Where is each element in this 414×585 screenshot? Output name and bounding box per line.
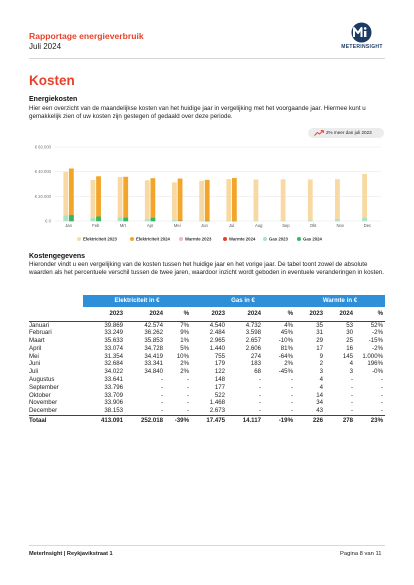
table-cell-month: December [29,407,58,415]
table-row [29,337,385,345]
table-cell: 3.598 [245,329,261,337]
column-header: 2023 [295,307,325,321]
table-cell: - [186,376,189,384]
table-cell: - [258,399,261,407]
table-cell: 2.657 [245,337,261,345]
kostengegevens-text: Hieronder vindt u een vergelijking van de kosten tussen het huidige jaar en het vorige jaar. De tabel toont zowel de absolute waarden als het percentuele verschil tussen de twee jaren, waardoor inzicht wordt geboden in eventuele veranderingen in kosten. [29,261,384,277]
table-cell: -45% [278,368,293,376]
table-cell-month: Augustus [29,376,55,384]
column-header: 2023 [191,307,227,321]
table-cell: - [258,383,261,391]
table-cell: - [380,383,383,391]
table-cell-month: Maart [29,337,45,345]
table-cell: 2 [319,360,323,368]
table-cell: 14.117 [227,416,263,427]
chart-legend-label: Gas 2023 [269,236,288,242]
chart-ytick-label: € 20.000 [34,193,51,199]
chart-legend-swatch [130,237,134,241]
table-cell: 31.354 [104,352,123,360]
table-cell: 5% [180,344,189,352]
chart-bar-gas-2023 [63,215,68,221]
chart-bar-gas-2024 [123,218,128,221]
table-cell: 33.641 [104,376,123,384]
table-cell: 81% [280,344,293,352]
table-cell: - [290,391,293,399]
table-cell: 23% [355,416,385,427]
chart-bar-elektriciteit-2023 [254,180,259,221]
table-cell: - [350,407,353,415]
table-cell: 4 [349,360,353,368]
table-cell: 33.906 [104,399,123,407]
table-cell: 4.540 [209,321,225,329]
report-title: Rapportage energieverbruik [29,31,144,41]
chart-bar-gas-2023 [118,217,123,221]
chart-bar-elektriciteit-2023 [308,179,313,221]
table-cell: 4 [319,376,323,384]
table-cell: - [380,376,383,384]
group-header-elektriciteit: Elektriciteit in € [83,295,191,307]
table-cell: - [258,391,261,399]
chart-bar-gas-2023 [362,218,367,221]
table-cell: - [350,376,353,384]
table-row [29,329,385,337]
table-cell: 35.853 [144,337,163,345]
table-row [29,384,385,392]
chart-bar-elektriciteit-2024 [150,178,155,221]
table-cell: -19% [263,416,295,427]
column-header: 2024 [325,307,355,321]
table-cell: 34.419 [144,352,163,360]
chart-bar-gas-2023 [145,219,150,221]
table-cell: 34 [316,399,323,407]
column-header: % [355,307,385,321]
table-cell: 16 [346,344,353,352]
chart-xtick-label: Nov [336,223,344,228]
table-cell: 7% [180,321,189,329]
chart-bar-elektriciteit-2024 [232,178,237,221]
table-cell-month: April [29,344,42,352]
kostengegevens-heading: Kostengegevens [29,253,86,260]
chart-xtick-label: Sep [282,223,290,228]
table-cell: -64% [278,352,293,360]
chart-xtick-label: Jan [65,223,72,228]
chart-legend-swatch [77,237,81,241]
table-row [29,392,385,400]
table-cell: - [258,407,261,415]
table-cell: 1.468 [209,399,225,407]
table-cell: 33.074 [104,344,123,352]
chart-bar-gas-2023 [308,220,313,221]
logo-text: METERINSIGHT [341,44,383,50]
table-cell: 33.341 [144,360,163,368]
table-cell: 2.606 [245,344,261,352]
table-cell-month: Totaal [29,416,83,427]
table-cell: 122 [214,368,225,376]
table-cell: 36.262 [144,329,163,337]
table-cell: - [160,407,163,415]
chart-xtick-label: Okt [309,223,317,228]
column-header-month [29,307,83,321]
table-cell: -2% [372,344,383,352]
chart-bar-elektriciteit-2023 [118,177,123,221]
table-cell: 39.869 [104,321,123,329]
table-cell: 9% [180,329,189,337]
table-cell: - [160,383,163,391]
chart-xtick-label: Jul [228,223,235,228]
table-cell: 177 [214,383,225,391]
table-cell: 9 [319,352,323,360]
table-cell: 30 [346,329,353,337]
table-cell: - [186,407,189,415]
chart-bar-elektriciteit-2024 [69,168,74,221]
chart-bar-elektriciteit-2024 [178,179,183,221]
table-cell-month: November [29,399,58,407]
column-header: % [263,307,295,321]
table-cell-month: Oktober [29,391,51,399]
table-cell: 45% [280,329,293,337]
meterinsight-logo [336,22,388,52]
chart-bar-elektriciteit-2023 [63,172,68,221]
table-cell: - [160,399,163,407]
table-cell: 183 [250,360,261,368]
table-row [29,407,385,415]
chart-ytick-label: € 40.000 [34,169,51,175]
column-header: 2023 [83,307,125,321]
chart-ytick-label: € 60.000 [34,144,51,150]
table-cell: 35 [316,321,323,329]
table-cell: 4 [319,383,323,391]
table-cell: 33.709 [104,391,123,399]
chart-legend-label: Gas 2024 [303,236,322,242]
table-cell: 2% [180,360,189,368]
table-cell: 29 [316,337,323,345]
chart-xtick-label: Mei [173,223,181,228]
chart-bar-gas-2024 [96,217,101,221]
table-cell: - [160,391,163,399]
table-cell: 17 [316,344,323,352]
chart-legend-swatch [223,237,227,241]
table-cell: 53 [346,321,353,329]
table-cell: - [160,376,163,384]
table-cell: 33.796 [104,383,123,391]
chart-legend-swatch [297,237,301,241]
chart-xtick-label: Mrt [119,223,126,228]
chart-bar-gas-2023 [335,219,340,221]
table-cell: 32.684 [104,360,123,368]
footer-divider [29,545,385,546]
section-title: Kosten [29,73,75,88]
chart-ytick-label: € 0 [45,218,51,224]
table-cell: -10% [278,337,293,345]
table-cell-month: Februari [29,329,52,337]
table-cell: - [290,383,293,391]
chart-xtick-label: Feb [92,223,100,228]
chart-bar-elektriciteit-2023 [91,180,96,221]
table-cell: 25 [346,337,353,345]
table-cell: - [350,399,353,407]
column-header: % [165,307,191,321]
table-cell: 226 [295,416,325,427]
chart-bar-elektriciteit-2024 [96,176,101,221]
table-cell: - [290,407,293,415]
table-cell: 1% [180,337,189,345]
table-cell: 68 [254,368,261,376]
chart-bar-gas-2023 [91,218,96,221]
table-cell: 278 [325,416,355,427]
chart-bar-elektriciteit-2023 [172,182,177,221]
table-cell: 274 [250,352,261,360]
table-cell: 148 [214,376,225,384]
table-cell: -0% [372,368,383,376]
table-cell: 10% [176,352,189,360]
table-cell: 145 [342,352,353,360]
chart-xtick-label: Dec [363,223,372,228]
chart-bar-elektriciteit-2023 [335,179,340,221]
table-row [29,345,385,353]
table-total-row [29,416,385,427]
report-period: Juli 2024 [29,42,62,51]
trend-up-icon [314,130,324,136]
table-cell: -39% [165,416,191,427]
table-cell: - [258,376,261,384]
table-corner [29,295,83,307]
table-cell: - [186,399,189,407]
table-cell: 38.153 [104,407,123,415]
table-cell: 1.000% [362,352,383,360]
table-cell: 34.022 [104,368,123,376]
table-row [29,321,385,329]
table-cell: 2.484 [209,329,225,337]
table-cell: 252.018 [125,416,165,427]
table-cell: 34.840 [144,368,163,376]
chart-bar-gas-2023 [172,220,177,221]
chart-bar-gas-2024 [69,215,74,221]
header-divider [29,58,385,59]
table-row [29,376,385,384]
table-cell: 43 [316,407,323,415]
table-cell: 2.673 [209,407,225,415]
table-cell: 35.633 [104,337,123,345]
chart-bar-elektriciteit-2024 [123,177,128,221]
table-cell: - [350,383,353,391]
chart-bar-elektriciteit-2024 [205,180,210,221]
table-cell: 31 [316,329,323,337]
table-cell: - [350,391,353,399]
table-row [29,360,385,368]
chart-bar-elektriciteit-2023 [281,179,286,221]
table-cell: - [380,399,383,407]
energiekosten-text: Hier een overzicht van de maandelijkse kosten van het huidige jaar in vergelijking met het voorgaande jaar. Hiermee kunt u gemakkelijk zien of uw kosten zijn gestegen of gedaald over deze periode. [29,105,366,121]
table-cell: 196% [367,360,383,368]
cost-bar-chart [29,139,385,249]
group-header-gas: Gas in € [191,295,295,307]
table-cell: - [186,383,189,391]
chart-legend-swatch [179,237,183,241]
table-cell: 4% [284,321,293,329]
table-cell: 3 [319,368,323,376]
energiekosten-heading: Energiekosten [29,96,78,103]
table-cell: 17.475 [191,416,227,427]
chart-bar-elektriciteit-2023 [145,180,150,221]
chart-legend-label: Elektriciteit 2024 [136,236,170,242]
chart-legend-label: Elektriciteit 2023 [83,236,117,242]
comparison-badge [308,128,384,138]
chart-bar-gas-2024 [150,218,155,221]
table-cell: 52% [370,321,383,329]
table-cell: 42.574 [144,321,163,329]
table-cell: - [186,391,189,399]
meterinsight-logo-icon [348,22,375,43]
footer-company: MeterInsight | Reykjavikstraat 1 [29,551,113,557]
chart-legend-label: Warmte 2023 [185,236,212,242]
cost-table [29,295,385,426]
table-cell: 2% [180,368,189,376]
chart-xtick-label: Jun [201,223,208,228]
table-cell: 2.965 [209,337,225,345]
table-cell-month: Juni [29,360,41,368]
table-cell: -15% [368,337,383,345]
chart-bar-elektriciteit-2023 [199,181,204,221]
table-cell: 4.732 [245,321,261,329]
table-cell: 14 [316,391,323,399]
table-body [29,321,385,426]
table-cell: 2% [284,360,293,368]
table-cell: 1.440 [209,344,225,352]
chart-xtick-label: Apr [146,223,154,228]
group-header-warmte: Warmte in € [295,295,385,307]
table-cell: 755 [214,352,225,360]
chart-legend-label: Warmte 2024 [229,236,256,242]
table-row [29,368,385,376]
table-cell: 33.249 [104,329,123,337]
column-header: 2024 [227,307,263,321]
column-header: 2024 [125,307,165,321]
table-cell-month: Januari [29,321,49,329]
table-cell: 179 [214,360,225,368]
table-cell: 34.728 [144,344,163,352]
chart-bar-elektriciteit-2023 [362,174,367,221]
chart-bar-elektriciteit-2023 [226,179,231,221]
table-cell: 3 [349,368,353,376]
table-cell: - [380,391,383,399]
comparison-badge-text: 2% meer dan juli 2023 [326,130,372,135]
table-cell: 522 [214,391,225,399]
table-cell-month: September [29,383,59,391]
table-cell: - [290,399,293,407]
footer-page-number: Pagina 8 van 11 [340,551,382,557]
table-cell-month: Mei [29,352,39,360]
table-cell: - [380,407,383,415]
chart-legend-swatch [263,237,267,241]
table-cell: 413.091 [83,416,125,427]
chart-xtick-label: Aug [255,223,263,228]
table-cell-month: Juli [29,368,39,376]
table-cell: -2% [372,329,383,337]
table-cell: - [290,376,293,384]
table-row [29,353,385,361]
table-row [29,399,385,407]
